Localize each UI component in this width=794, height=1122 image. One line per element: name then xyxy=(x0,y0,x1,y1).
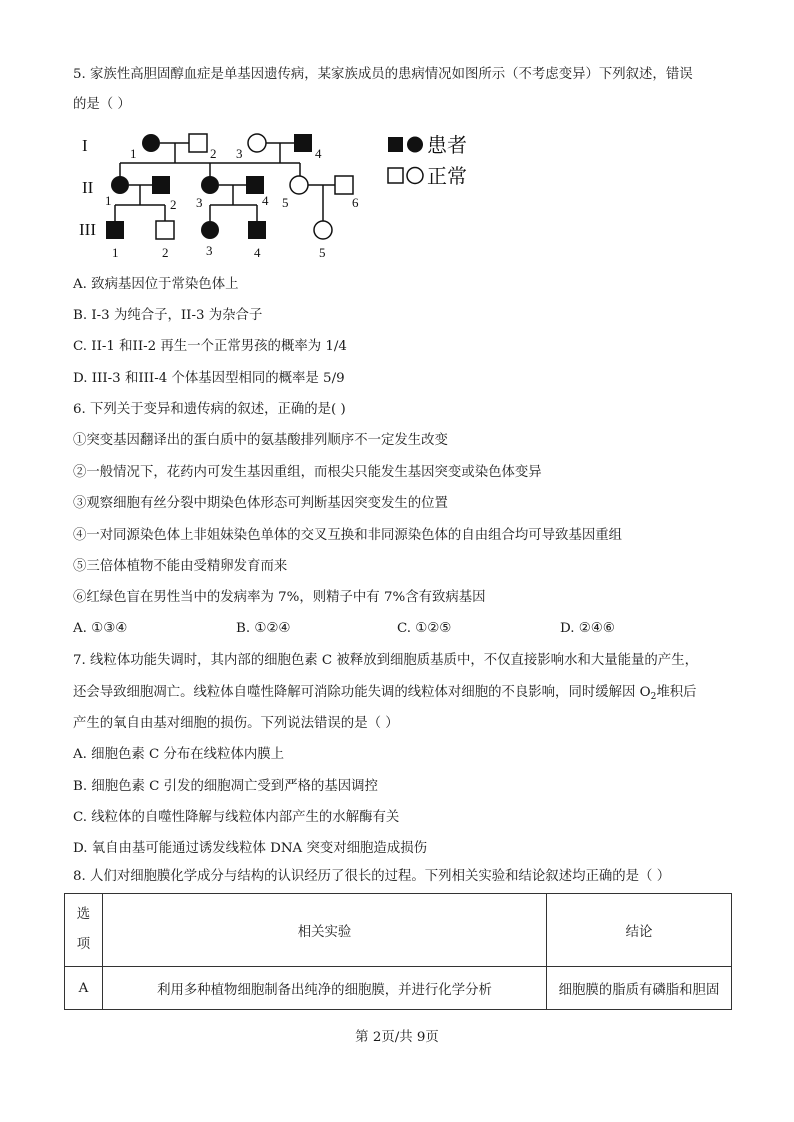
q8-header-option-line1: 选 xyxy=(76,907,91,922)
gen3-3-affected-female xyxy=(201,221,219,239)
q8-table xyxy=(64,893,732,1010)
q7-option-c: C. 线粒体的自噬性降解与线粒体内部产生的水解酶有关 xyxy=(73,810,400,825)
gen2-num-6: 6 xyxy=(352,195,359,210)
gen2-4-affected-male xyxy=(246,176,264,194)
gen1-num-1: 1 xyxy=(130,146,137,161)
q6-item-4: ④一对同源染色体上非姐妹染色单体的交叉互换和非同源染色体的自由组合均可导致基因重组 xyxy=(73,528,623,543)
q7-stem-line3: 产生的氧自由基对细胞的损伤。下列说法错误的是（ ） xyxy=(73,716,399,731)
q8-header-experiment: 相关实验 xyxy=(103,894,547,967)
q6-option-a: A. ①③④ xyxy=(73,621,128,636)
gen2-num-3: 3 xyxy=(196,195,203,210)
q6-option-d: D. ②④⑥ xyxy=(560,621,615,636)
legend-normal-female-icon xyxy=(407,168,423,184)
q7-option-b: B. 细胞色素 C 引发的细胞凋亡受到严格的基因调控 xyxy=(73,779,378,794)
q8-row-a-experiment: 利用多种植物细胞制备出纯净的细胞膜，并进行化学分析 xyxy=(103,967,547,1010)
pedigree-diagram xyxy=(70,125,490,265)
q6-item-3: ③观察细胞有丝分裂中期染色体形态可判断基因突变发生的位置 xyxy=(73,496,448,511)
gen2-1-affected-female xyxy=(111,176,129,194)
legend-affected-label: 患者 xyxy=(427,135,467,157)
gen3-num-1: 1 xyxy=(112,245,119,260)
q8-row-a-conclusion: 细胞膜的脂质有磷脂和胆固 xyxy=(547,967,732,1010)
gen1-num-4: 4 xyxy=(315,146,322,161)
q6-option-c: C. ①②⑤ xyxy=(397,621,452,636)
gen3-num-4: 4 xyxy=(254,245,261,260)
legend-normal-label: 正常 xyxy=(427,166,467,188)
gen3-num-2: 2 xyxy=(162,245,169,260)
gen2-num-5: 5 xyxy=(282,195,289,210)
q8-stem: 8. 人们对细胞膜化学成分与结构的认识经历了很长的过程。下列相关实验和结论叙述均正确的是（ ） xyxy=(73,869,671,884)
gen2-num-4: 4 xyxy=(262,193,269,208)
gen2-3-affected-female xyxy=(201,176,219,194)
q6-stem: 6. 下列关于变异和遗传病的叙述，正确的是( ) xyxy=(73,402,346,417)
gen2-num-1: 1 xyxy=(105,193,112,208)
gen2-2-affected-male xyxy=(152,176,170,194)
page-footer: 第 2页/共 9页 xyxy=(355,1030,439,1045)
gen2-5-normal-female xyxy=(290,176,308,194)
q6-item-6: ⑥红绿色盲在男性当中的发病率为 7%，则精子中有 7%含有致病基因 xyxy=(73,590,486,605)
q5-stem-line1: 5. 家族性高胆固醇血症是单基因遗传病，某家族成员的患病情况如图所示（不考虑变异）下列叙述，错误 xyxy=(73,67,693,82)
q7-stem-line2-tail: 堆积后 xyxy=(656,685,697,700)
gen2-6-normal-male xyxy=(335,176,353,194)
q7-stem-line2-text: 还会导致细胞凋亡。线粒体自噬性降解可消除功能失调的线粒体对细胞的不良影响，同时缓解因 O xyxy=(73,685,651,700)
q7-o2-subscript: 2 xyxy=(650,692,657,702)
q8-header-option-line2: 项 xyxy=(76,937,91,952)
q7-stem-line2 xyxy=(73,684,697,703)
q5-option-a: A. 致病基因位于常染色体上 xyxy=(73,277,239,292)
gen-label-2: II xyxy=(82,178,94,197)
gen3-4-affected-male xyxy=(248,221,266,239)
gen3-num-3: 3 xyxy=(206,243,213,258)
gen2-num-2: 2 xyxy=(170,197,177,212)
q6-option-b: B. ①②④ xyxy=(236,621,291,636)
q5-option-b: B. I-3 为纯合子，II-3 为杂合子 xyxy=(73,308,263,323)
q8-table-header-row xyxy=(65,894,732,967)
q5-option-d: D. III-3 和III-4 个体基因型相同的概率是 5/9 xyxy=(73,371,345,386)
gen1-1-affected-female xyxy=(142,134,160,152)
gen3-1-affected-male xyxy=(106,221,124,239)
q6-item-5: ⑤三倍体植物不能由受精卵发育而来 xyxy=(73,559,288,574)
gen-label-3: III xyxy=(79,220,96,239)
q5-option-c: C. II-1 和II-2 再生一个正常男孩的概率为 1/4 xyxy=(73,339,347,354)
q8-table-row-a xyxy=(65,967,732,1010)
q6-item-1: ①突变基因翻译出的蛋白质中的氨基酸排列顺序不一定发生改变 xyxy=(73,433,448,448)
gen3-2-normal-male xyxy=(156,221,174,239)
gen1-3-normal-female xyxy=(248,134,266,152)
legend-normal-male-icon xyxy=(388,168,403,183)
gen3-5-normal-female xyxy=(314,221,332,239)
q7-option-a: A. 细胞色素 C 分布在线粒体内膜上 xyxy=(73,747,285,762)
q7-option-d: D. 氧自由基可能通过诱发线粒体 DNA 突变对细胞造成损伤 xyxy=(73,841,427,856)
gen1-num-2: 2 xyxy=(210,146,217,161)
gen-label-1: I xyxy=(82,136,88,155)
gen1-4-affected-male xyxy=(294,134,312,152)
q6-options xyxy=(73,621,713,639)
q7-stem-line1: 7. 线粒体功能失调时，其内部的细胞色素 C 被释放到细胞质基质中，不仅直接影响水和大量能量的产生， xyxy=(73,653,698,668)
q8-row-a-option: A xyxy=(65,967,103,1010)
legend-affected-female-icon xyxy=(407,137,423,153)
q8-header-option xyxy=(65,894,103,967)
gen1-num-3: 3 xyxy=(236,146,243,161)
q8-header-conclusion: 结论 xyxy=(547,894,732,967)
gen1-2-normal-male xyxy=(189,134,207,152)
q6-item-2: ②一般情况下，花药内可发生基因重组，而根尖只能发生基因突变或染色体变异 xyxy=(73,465,542,480)
legend-affected-male-icon xyxy=(388,137,403,152)
gen3-num-5: 5 xyxy=(319,245,326,260)
q5-stem-line2: 的是（ ） xyxy=(73,97,131,112)
